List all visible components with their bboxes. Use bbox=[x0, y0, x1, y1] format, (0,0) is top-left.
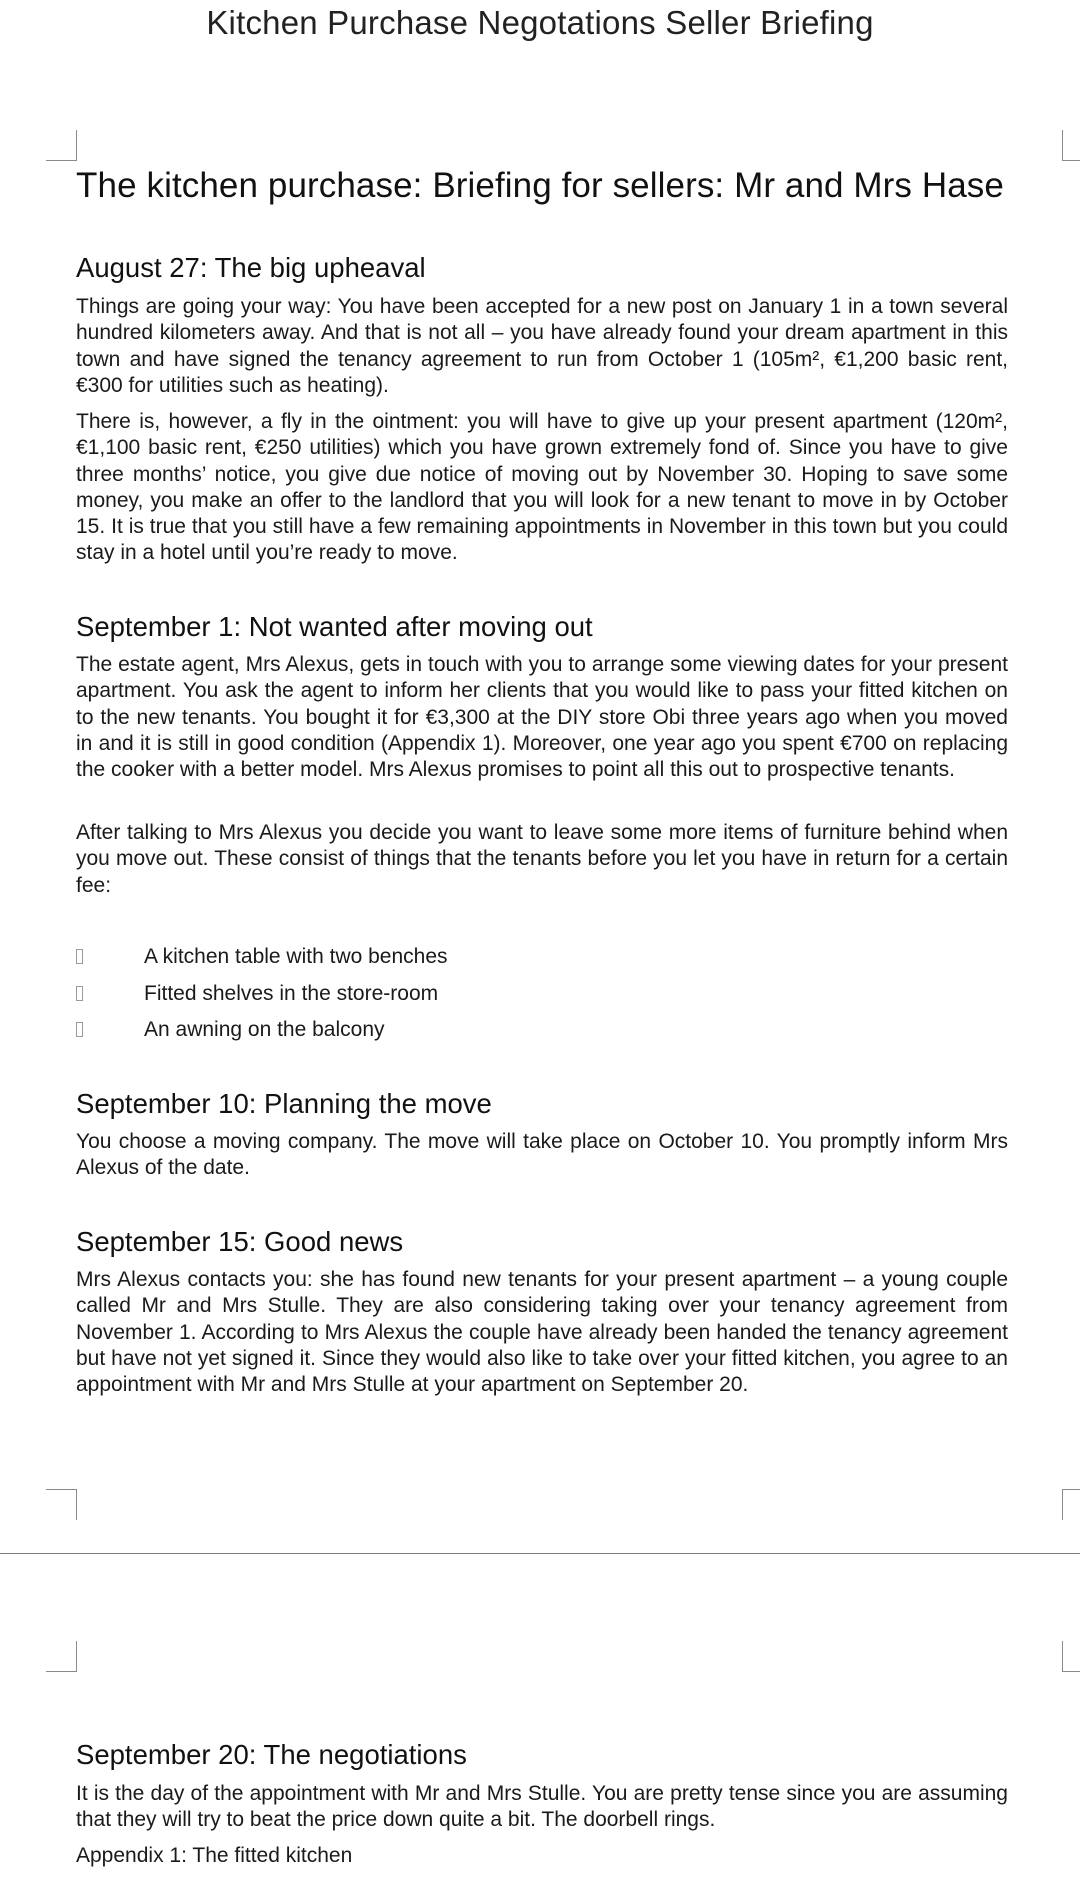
paragraph-text: There is, however, a fly in the ointment: you will have to give up your present apartment (120m², €1,100 basic rent, €250 utilities) which you have grown extremely fond of. Since you have to give three months’ notice, you give due notice of moving out by November 30. Hoping to save some money, you make an offer to the landlord that you will look for a new tenant to move in by October 15. It is true that you still have a few remaining appointments in November in this town but you could stay in a hotel until you’re ready to move. bbox=[76, 410, 1008, 565]
page-corner-mark bbox=[46, 130, 77, 161]
section-september-10 bbox=[76, 1087, 1008, 1121]
bullet-icon bbox=[76, 1022, 83, 1037]
paragraph-text: The estate agent, Mrs Alexus, gets in touch with you to arrange some viewing dates for your present apartment. You ask the agent to inform her clients that you would like to pass your fitted kitchen on to the new tenants. You bought it for €3,300 at the DIY store Obi three years ago when you moved in and it is still in good condition (Appendix 1). Moreover, one year ago you spent €700 on replacing the cooker with a better model. Mrs Alexus promises to point all this out to prospective tenants. bbox=[76, 653, 1008, 782]
section-heading: August 27: The big upheaval bbox=[76, 252, 426, 283]
bullet-icon bbox=[76, 986, 83, 1001]
page-corner-mark bbox=[1062, 1489, 1080, 1520]
paragraph-text: After talking to Mrs Alexus you decide you want to leave some more items of furniture behind when you move out. These consist of things that the tenants before you let you have in return for a certain fee: bbox=[76, 821, 1008, 897]
page-corner-mark bbox=[46, 1489, 77, 1520]
document-title: The kitchen purchase: Briefing for sellers: Mr and Mrs Hase bbox=[76, 166, 1004, 205]
list-item-text: A kitchen table with two benches bbox=[144, 945, 448, 968]
section-paragraph bbox=[76, 409, 1008, 567]
page-corner-mark bbox=[46, 1641, 77, 1672]
section-paragraph bbox=[76, 1129, 1008, 1182]
list-item bbox=[76, 1017, 1008, 1054]
section-heading: September 15: Good news bbox=[76, 1226, 404, 1257]
page-break-line bbox=[0, 1553, 1080, 1554]
furniture-list bbox=[76, 944, 1008, 1054]
section-september-20 bbox=[76, 1738, 1008, 1772]
section-august-27 bbox=[76, 251, 1008, 285]
paragraph-text: Things are going your way: You have been accepted for a new post on January 1 in a town several hundred kilometers away. And that is not all – you have already found your dream apartment in this town and have signed the tenancy agreement to run from October 1 (105m², €1,200 basic rent, €300 for utilities such as heating). bbox=[76, 295, 1008, 397]
section-paragraph bbox=[76, 820, 1008, 899]
section-september-1 bbox=[76, 610, 1008, 644]
section-heading: September 10: Planning the move bbox=[76, 1088, 492, 1119]
list-item bbox=[76, 981, 1008, 1018]
document-window-title: Kitchen Purchase Negotations Seller Briefing bbox=[206, 4, 874, 41]
paragraph-text: You choose a moving company. The move will take place on October 10. You promptly inform Mrs Alexus of the date. bbox=[76, 1130, 1008, 1180]
section-heading: September 20: The negotiations bbox=[76, 1739, 467, 1770]
section-paragraph bbox=[76, 1781, 1008, 1834]
section-heading: September 1: Not wanted after moving out bbox=[76, 611, 593, 642]
list-item bbox=[76, 944, 1008, 981]
appendix-caption bbox=[76, 1843, 1008, 1869]
list-item-text: An awning on the balcony bbox=[144, 1018, 385, 1041]
page-corner-mark bbox=[1062, 1641, 1080, 1672]
bullet-icon bbox=[76, 949, 83, 964]
section-paragraph bbox=[76, 1267, 1008, 1398]
paragraph-text: Mrs Alexus contacts you: she has found new tenants for your present apartment – a young couple called Mr and Mrs Stulle. They are also considering taking over your tenancy agreement from November 1. According to Mrs Alexus the couple have already been handed the tenancy agreement but have not yet signed it. Since they would also like to take over your fitted kitchen, you agree to an appointment with Mr and Mrs Stulle at your apartment on September 20. bbox=[76, 1268, 1008, 1397]
appendix-label: Appendix 1: The fitted kitchen bbox=[76, 1844, 353, 1867]
section-paragraph bbox=[76, 652, 1008, 783]
section-september-15 bbox=[76, 1225, 1008, 1259]
paragraph-text: It is the day of the appointment with Mr and Mrs Stulle. You are pretty tense since you are assuming that they will try to beat the price down quite a bit. The doorbell rings. bbox=[76, 1782, 1008, 1832]
section-paragraph bbox=[76, 294, 1008, 399]
page-corner-mark bbox=[1062, 130, 1080, 161]
list-item-text: Fitted shelves in the store-room bbox=[144, 981, 439, 1005]
